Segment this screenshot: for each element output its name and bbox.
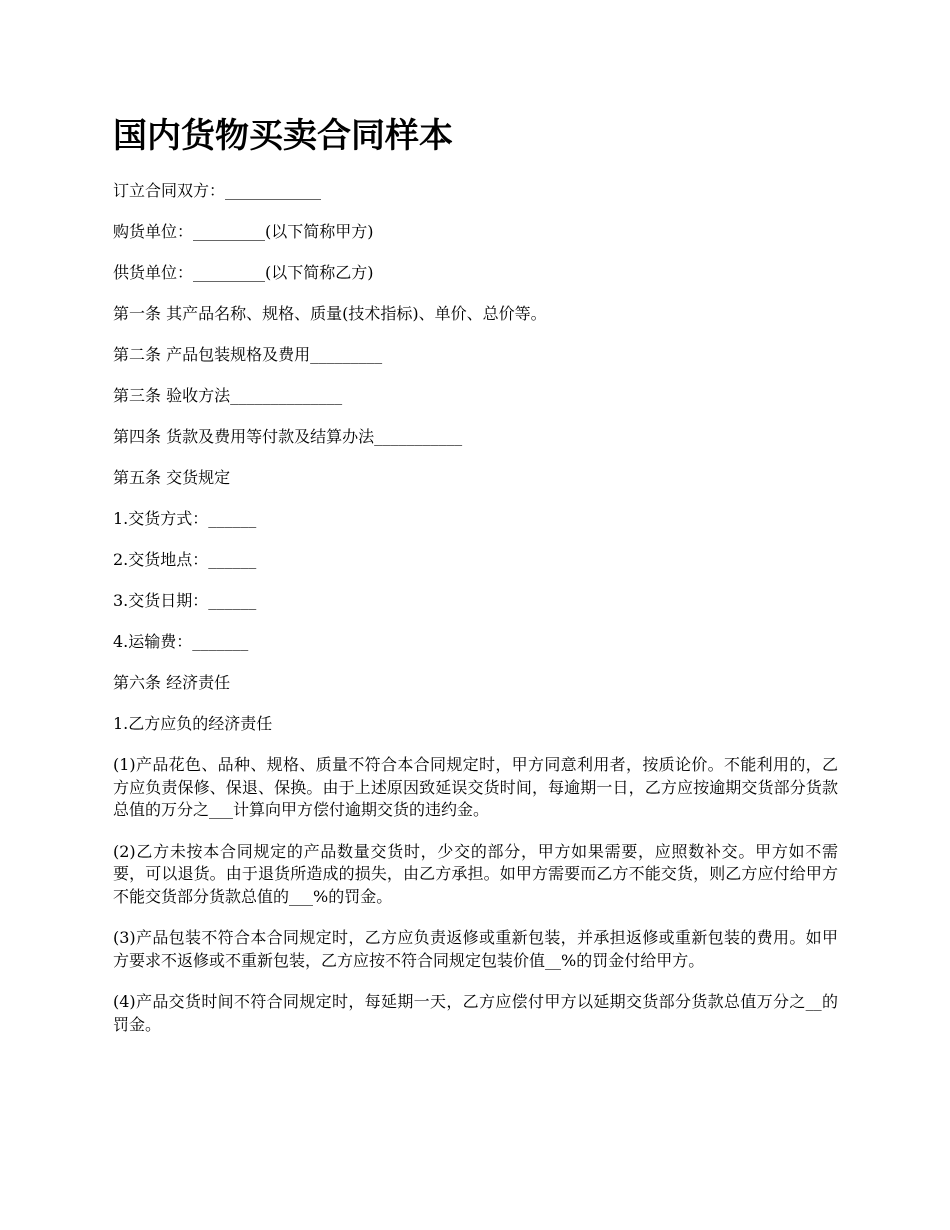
article-5-heading: 第五条 交货规定 — [113, 468, 231, 487]
article-4: 第四条 货款及费用等付款及结算办法___________ — [113, 427, 463, 446]
document-page — [113, 110, 838, 1055]
clause-paragraph-4: (4)产品交货时间不符合同规定时，每延期一天，乙方应偿付甲方以延期交货部分货款总值万分之__的罚金。 — [113, 992, 838, 1034]
clause-paragraph-3: (3)产品包装不符合本合同规定时，乙方应负责返修或重新包装，并承担返修或重新包装的费用。如甲方要求不返修或不重新包装，乙方应按不符合同规定包装价值__%的罚金付给甲方。 — [113, 928, 838, 970]
party-b-liability-heading: 1.乙方应负的经济责任 — [113, 714, 273, 733]
delivery-location-line: 2.交货地点：______ — [113, 550, 257, 569]
article-1: 第一条 其产品名称、规格、质量(技术指标)、单价、总价等。 — [113, 304, 547, 323]
document-title: 国内货物买卖合同样本 — [113, 116, 453, 156]
clause-paragraph-1: (1)产品花色、品种、规格、质量不符合本合同规定时，甲方同意利用者，按质论价。不能利用的，乙方应负责保修、保退、保换。由于上述原因致延误交货时间，每逾期一日，乙方应按逾期交货部分货款总值的万分之___计算向甲方偿付逾期交货的违约金。 — [113, 755, 838, 819]
article-6-heading: 第六条 经济责任 — [113, 673, 231, 692]
article-3: 第三条 验收方法______________ — [113, 386, 343, 405]
article-2: 第二条 产品包装规格及费用_________ — [113, 345, 383, 364]
shipping-fee-line: 4.运输费：_______ — [113, 632, 249, 651]
delivery-method-line: 1.交货方式：______ — [113, 509, 257, 528]
contract-parties-line: 订立合同双方：____________ — [113, 181, 322, 200]
delivery-date-line: 3.交货日期：______ — [113, 591, 257, 610]
buyer-line: 购货单位：_________(以下简称甲方) — [113, 222, 374, 241]
clause-paragraph-2: (2)乙方未按本合同规定的产品数量交货时，少交的部分，甲方如果需要，应照数补交。甲方如不需要，可以退货。由于退货所造成的损失，由乙方承担。如甲方需要而乙方不能交货，则乙方应付给甲方不能交货部分货款总值的___%的罚金。 — [113, 841, 838, 906]
supplier-line: 供货单位：_________(以下简称乙方) — [113, 263, 374, 282]
